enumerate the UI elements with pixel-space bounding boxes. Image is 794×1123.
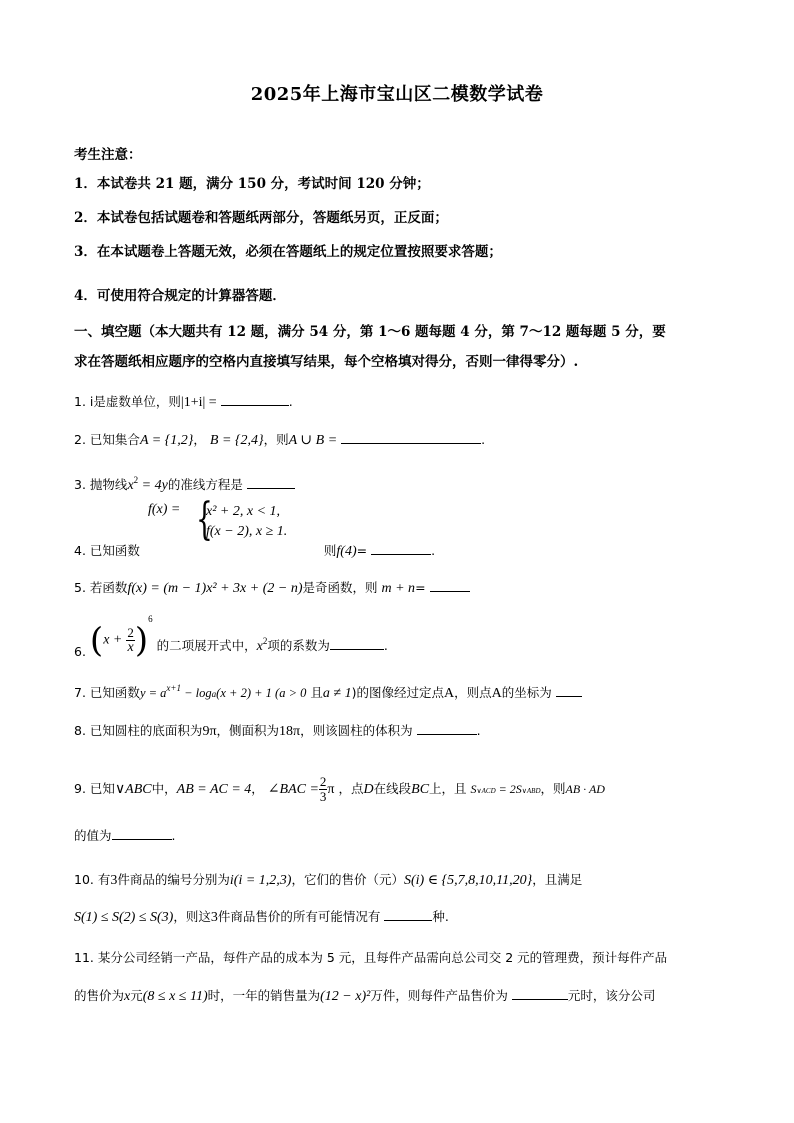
- answer-blank-1[interactable]: [221, 393, 289, 406]
- answer-blank-9[interactable]: [112, 827, 172, 840]
- notice-item-1: 1．本试卷共 21 题，满分 150 分，考试时间 120 分钟；: [74, 176, 430, 192]
- question-11-line2: 的售价为x元(8 ≤ x ≤ 11)时，一年的销售量为(12 − x)²万件，则每件产品售价为 元时，该分公司: [74, 988, 656, 1004]
- question-6: 6. (x + $\frac{2}{x}$ )$^6$ 的二项展开式中，$x^2$项的系数为 .: [74, 614, 388, 661]
- question-9-line2: 的值为 .: [74, 828, 176, 843]
- question-8: 8. 已知圆柱的底面积为9π，侧面积为18π，则该圆柱的体积为 .: [74, 723, 481, 739]
- answer-blank-5[interactable]: [430, 579, 470, 592]
- section-heading-line1: 一、填空题（本大题共有 12 题，满分 54 分，第 1～6 题每题 4 分，第 7～12 题每题 5 分，要: [74, 324, 666, 340]
- answer-blank-7[interactable]: [556, 684, 582, 697]
- notice-heading: 考生注意：: [74, 147, 142, 163]
- notice-item-3: 3．在本试题卷上答题无效，必须在答题纸上的规定位置按照要求答题；: [74, 244, 502, 260]
- answer-blank-3[interactable]: [247, 476, 295, 489]
- question-10-line2: S(1) ≤ S(2) ≤ S(3)，则这3件商品售价的所有可能情况有 种.: [74, 909, 449, 925]
- answer-blank-4[interactable]: [371, 542, 431, 555]
- question-1: 1. i是虚数单位，则|1+i| = .: [74, 394, 293, 410]
- q1-math: |1+i| =: [180, 395, 217, 410]
- page-title: 2025年上海市宝山区二模数学试卷: [250, 84, 544, 105]
- question-11: 11. 某分公司经销一产品，每件产品的成本为 5 元，且每件产品需向总公司交 2 元的管理费，预计每件产品: [74, 950, 668, 965]
- answer-blank-8[interactable]: [417, 722, 477, 735]
- question-4: 4. 已知函数 则f(4)= .: [74, 543, 436, 559]
- q4-piecewise: f(x) = { x² + 2, x < 1, f(x − 2), x ≥ 1.: [148, 494, 288, 545]
- notice-item-2: 2．本试卷包括试题卷和答题纸两部分，答题纸另页，正反面；: [74, 210, 448, 226]
- question-5: 5. 若函数f(x) = (m − 1)x² + 3x + (2 − n)是奇函数，则 m + n=: [74, 578, 470, 597]
- answer-blank-2[interactable]: [341, 431, 481, 444]
- question-10: 10. 有3件商品的编号分别为i(i = 1,2,3)，它们的售价（元）S(i) ∈ {5,7,8,10,11,20}，且满足: [74, 872, 583, 888]
- question-3: 3. 抛物线$x^2 = 4y$的准线方程是: [74, 475, 295, 494]
- answer-blank-6[interactable]: [330, 637, 384, 650]
- question-9: 9. 已知∨ABC中，AB = AC = 4， ∠BAC = $\frac{2}{3}$ π ，点D在线段BC上，且 S∨ACD = 2S∨ABD，则AB · AD: [74, 774, 605, 804]
- answer-blank-10[interactable]: [384, 908, 432, 921]
- notice-item-4: 4．可使用符合规定的计算器答题．: [74, 288, 286, 304]
- question-7: 7. 已知函数$y = a^{x+1} - \log a(x + 2) + 1$ (a > 0 且a ≠ 1)的图像经过定点A，则点A的坐标为: [74, 683, 582, 702]
- answer-blank-11[interactable]: [512, 987, 568, 1000]
- q4-brace: {: [196, 494, 213, 545]
- section-heading-line2: 求在答题纸相应题序的空格内直接填写结果，每个空格填对得分，否则一律得零分）.: [74, 354, 579, 370]
- question-2: 2. 已知集合A = {1,2}， B = {2,4}，则A ∪ B = .: [74, 432, 486, 448]
